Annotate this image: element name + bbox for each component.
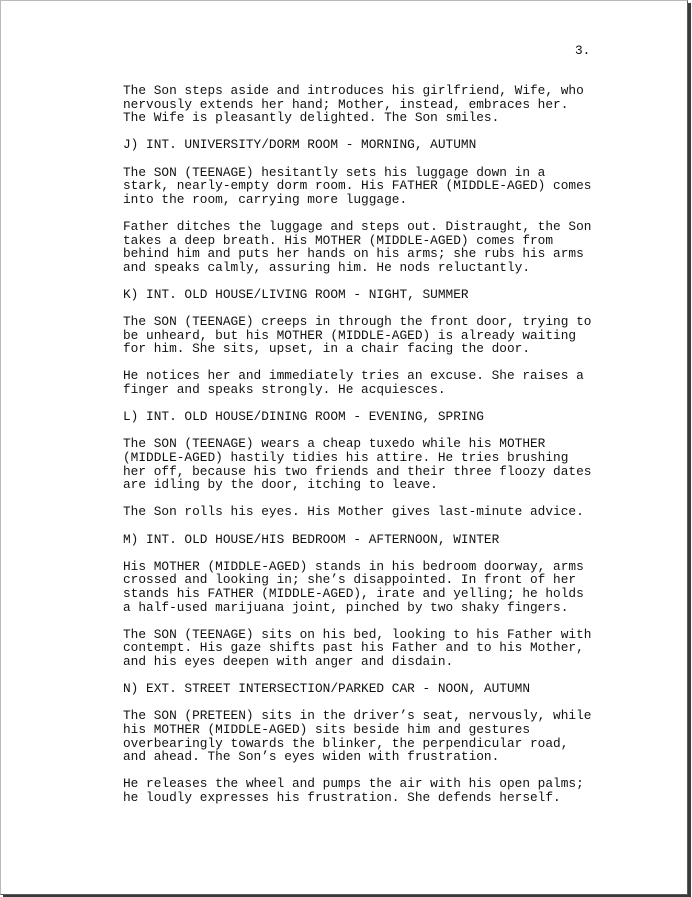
action-line: nervously extends her hand; Mother, instead, embraces her.: [123, 96, 569, 112]
action-paragraph: [123, 505, 623, 519]
scene-heading-line: L) INT. OLD HOUSE/DINING ROOM - EVENING, SPRING: [123, 409, 484, 425]
paragraph-spacer: [123, 152, 623, 166]
action-line: behind him and puts her hands on his arms; she rubs his arms: [123, 246, 584, 262]
action-line: for him. She sits, upset, in a chair facing the door.: [123, 341, 531, 357]
action-line: His MOTHER (MIDDLE-AGED) stands in his bedroom doorway, arms: [123, 558, 584, 574]
paragraph-spacer: [123, 397, 623, 411]
action-paragraph: [123, 777, 623, 804]
action-line: and ahead. The Son’s eyes widen with frustration.: [123, 749, 500, 765]
action-line: finger and speaks strongly. He acquiesces.: [123, 382, 446, 398]
paragraph-spacer: [123, 696, 623, 710]
paragraph-spacer: [123, 424, 623, 438]
action-line: (MIDDLE-AGED) hastily tidies his attire. He tries brushing: [123, 450, 569, 466]
action-line: The SON (TEENAGE) wears a cheap tuxedo while his MOTHER: [123, 436, 546, 452]
paragraph-spacer: [123, 519, 623, 533]
action-line: stands his FATHER (MIDDLE-AGED), irate and yelling; he holds: [123, 585, 584, 601]
scene-heading: [123, 288, 623, 302]
action-line: stark, nearly-empty dorm room. His FATHER (MIDDLE-AGED) comes: [123, 178, 592, 194]
action-paragraph: [123, 560, 623, 614]
paragraph-spacer: [123, 546, 623, 560]
action-line: a half-used marijuana joint, pinched by two shaky fingers.: [123, 599, 569, 615]
action-line: be unheard, but his MOTHER (MIDDLE-AGED) is already waiting: [123, 327, 577, 343]
paragraph-spacer: [123, 274, 623, 288]
action-line: He notices her and immediately tries an excuse. She raises a: [123, 368, 584, 384]
action-line: are idling by the door, itching to leave.: [123, 477, 438, 493]
action-paragraph: [123, 628, 623, 669]
action-paragraph: [123, 220, 623, 274]
action-paragraph: [123, 437, 623, 491]
paragraph-spacer: [123, 125, 623, 139]
paragraph-spacer: [123, 302, 623, 316]
action-line: He releases the wheel and pumps the air with his open palms;: [123, 776, 584, 792]
action-line: he loudly expresses his frustration. She defends herself.: [123, 789, 561, 805]
action-line: and his eyes deepen with anger and disdain.: [123, 653, 454, 669]
scene-heading: [123, 410, 623, 424]
script-body: [123, 84, 623, 804]
scene-heading: [123, 682, 623, 696]
action-line: The SON (PRETEEN) sits in the driver’s seat, nervously, while: [123, 708, 592, 724]
page-number: 3.: [575, 43, 591, 58]
action-line: crossed and looking in; she’s disappointed. In front of her: [123, 572, 577, 588]
action-line: The Wife is pleasantly delighted. The Son smiles.: [123, 110, 500, 126]
scene-heading: [123, 138, 623, 152]
action-paragraph: [123, 709, 623, 763]
action-line: takes a deep breath. His MOTHER (MIDDLE-AGED) comes from: [123, 232, 554, 248]
action-line: The SON (TEENAGE) creeps in through the front door, trying to: [123, 314, 592, 330]
action-line: The Son rolls his eyes. His Mother gives last-minute advice.: [123, 504, 584, 520]
paragraph-spacer: [123, 764, 623, 778]
action-line: her off, because his two friends and their three floozy dates: [123, 463, 592, 479]
scene-heading-line: N) EXT. STREET INTERSECTION/PARKED CAR - NOON, AUTUMN: [123, 681, 531, 697]
paragraph-spacer: [123, 669, 623, 683]
scene-heading-line: M) INT. OLD HOUSE/HIS BEDROOM - AFTERNOON, WINTER: [123, 531, 500, 547]
action-line: overbearingly towards the blinker, the perpendicular road,: [123, 735, 569, 751]
action-line: The Son steps aside and introduces his girlfriend, Wife, who: [123, 83, 584, 98]
paragraph-spacer: [123, 206, 623, 220]
action-line: contempt. His gaze shifts past his Father and to his Mother,: [123, 640, 584, 656]
action-line: his MOTHER (MIDDLE-AGED) sits beside him and gestures: [123, 721, 531, 737]
action-line: and speaks calmly, assuring him. He nods reluctantly.: [123, 259, 531, 275]
action-line: The SON (TEENAGE) sits on his bed, looking to his Father with: [123, 626, 592, 642]
action-paragraph: [123, 315, 623, 356]
action-line: The SON (TEENAGE) hesitantly sets his luggage down in a: [123, 164, 546, 180]
scene-heading-line: K) INT. OLD HOUSE/LIVING ROOM - NIGHT, SUMMER: [123, 286, 469, 302]
scene-heading-line: J) INT. UNIVERSITY/DORM ROOM - MORNING, AUTUMN: [123, 137, 477, 153]
paragraph-spacer: [123, 356, 623, 370]
action-line: into the room, carrying more luggage.: [123, 191, 408, 207]
action-line: Father ditches the luggage and steps out. Distraught, the Son: [123, 218, 592, 234]
scene-heading: [123, 533, 623, 547]
action-paragraph: [123, 369, 623, 396]
action-paragraph: [123, 166, 623, 207]
action-paragraph: [123, 84, 623, 125]
paragraph-spacer: [123, 614, 623, 628]
paragraph-spacer: [123, 492, 623, 506]
